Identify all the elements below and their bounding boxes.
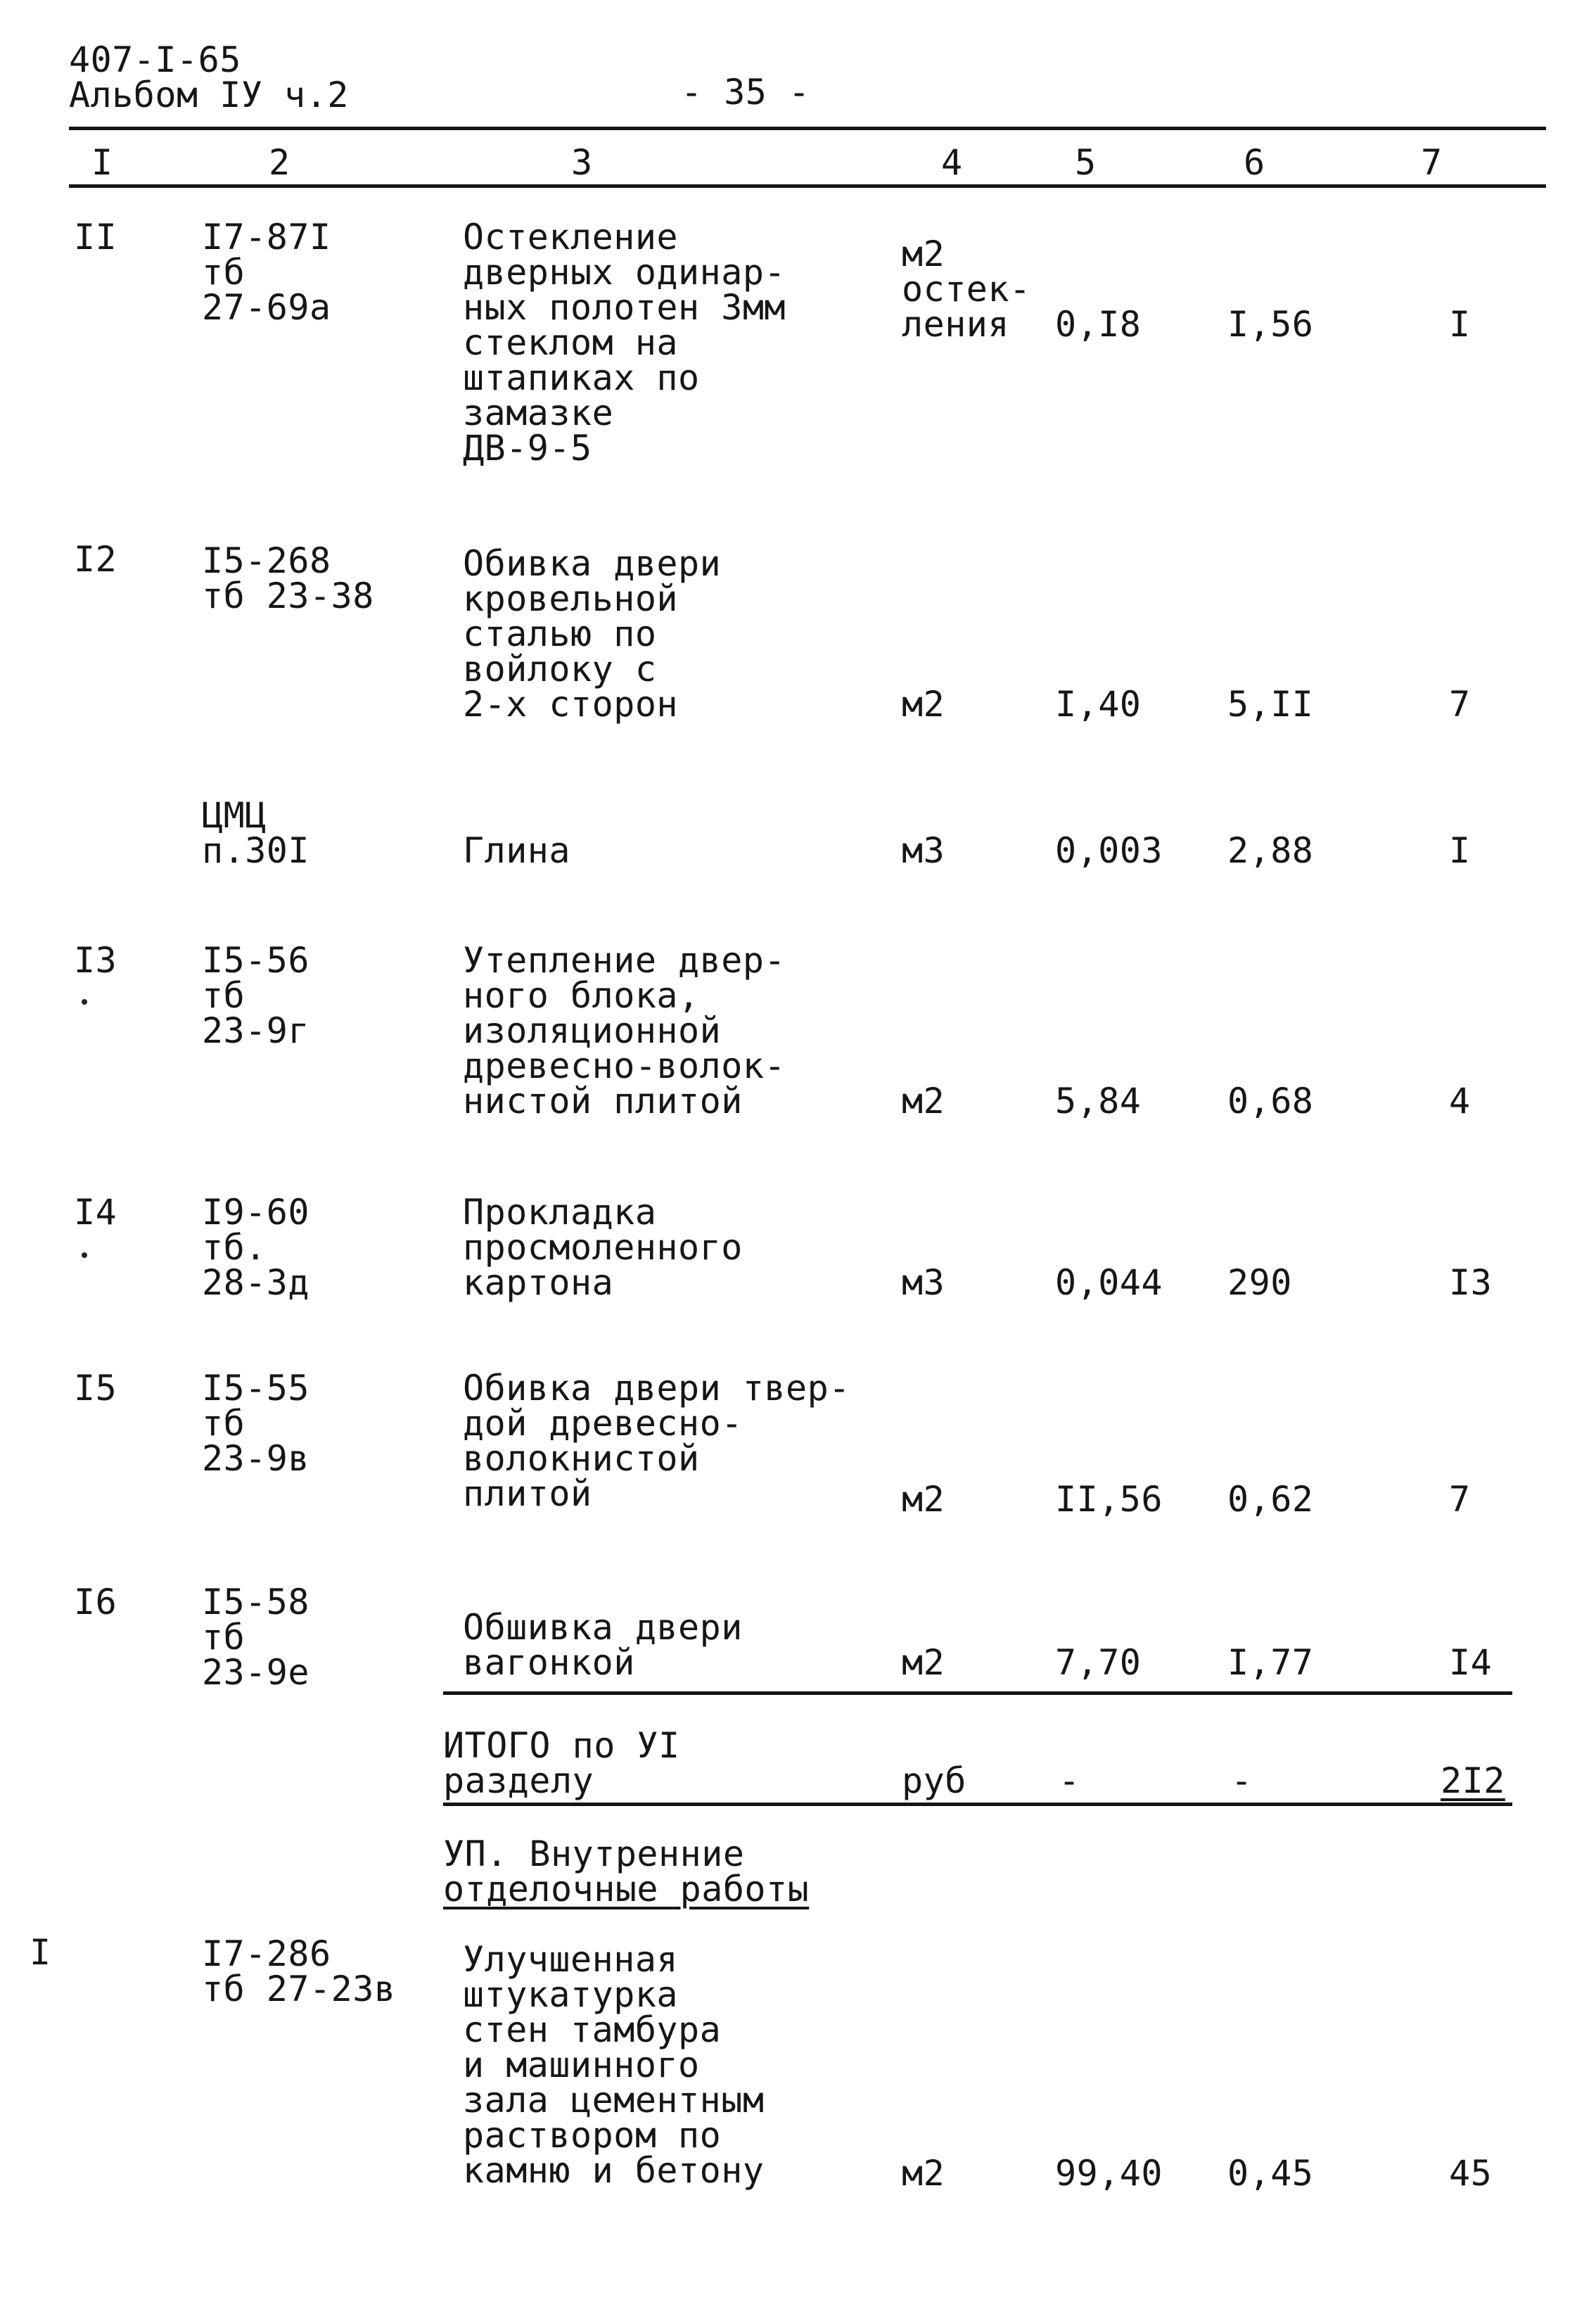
row-price: I,77 [1227, 1642, 1314, 1683]
row-code: тб [202, 252, 245, 293]
row-code: I5-56 [202, 940, 310, 981]
row-price: 0,62 [1227, 1479, 1314, 1520]
row-code: 27-69а [202, 287, 331, 328]
row-quantity: 99,40 [1055, 2153, 1163, 2194]
column-header-7: 7 [1421, 142, 1443, 183]
row-total: 4 [1449, 1081, 1471, 1121]
row-unit: остек- [902, 269, 1031, 310]
row-description: Утепление двер- [463, 940, 786, 981]
row-number: I5 [74, 1368, 117, 1409]
row-unit: м3 [902, 1262, 945, 1303]
row-unit: ления [902, 304, 1010, 345]
row-code: 28-3д [202, 1262, 310, 1303]
row-unit: м2 [902, 2153, 945, 2194]
row-description: вагонкой [463, 1642, 635, 1683]
row-description: дверных одинар- [463, 252, 786, 293]
column-header-4: 4 [941, 142, 963, 183]
row-quantity: 0,I8 [1055, 304, 1142, 345]
row-code: 23-9в [202, 1438, 310, 1479]
row-description: ДВ-9-5 [463, 428, 592, 469]
row-description: волокнистой [463, 1438, 700, 1479]
subtotal-top-rule [443, 1691, 1512, 1695]
row-price: 2,88 [1227, 830, 1314, 871]
row-description: стеклом на [463, 322, 679, 363]
section-title: УП. Внутренние [443, 1833, 745, 1874]
row-unit: м2 [902, 1081, 945, 1121]
row-quantity: I,40 [1055, 684, 1142, 725]
row-quantity: 5,84 [1055, 1081, 1142, 1121]
row-code: тб [202, 1403, 245, 1444]
ink-dot [82, 1252, 87, 1258]
row-total: I3 [1449, 1262, 1493, 1303]
column-header-3: 3 [571, 142, 593, 183]
row-description: Обшивка двери [463, 1607, 743, 1648]
row-quantity: 7,70 [1055, 1642, 1142, 1683]
row-code: п.30I [202, 830, 310, 871]
row-total: I [1449, 830, 1471, 871]
column-header-2: 2 [269, 142, 291, 183]
row-code: ЦМЦ [202, 795, 267, 836]
row-description: картона [463, 1262, 614, 1303]
subtotal-quantity: - [1059, 1760, 1080, 1801]
row-description: 2-х сторон [463, 684, 679, 725]
row-number: I4 [74, 1192, 117, 1233]
row-description: просмоленного [463, 1227, 743, 1268]
row-price: 290 [1227, 1262, 1292, 1303]
row-description: нистой плитой [463, 1081, 743, 1121]
row-description: Обивка двери [463, 543, 722, 584]
album-label: Альбом IУ ч.2 [69, 75, 349, 115]
row-code: I5-58 [202, 1582, 310, 1622]
row-quantity: 0,003 [1055, 830, 1163, 871]
row-description: кровельной [463, 578, 679, 619]
row-total: I [1449, 304, 1471, 345]
row-number: II [74, 217, 117, 258]
row-code: тб 27-23в [202, 1969, 396, 2009]
subtotal-unit: руб [902, 1760, 966, 1801]
row-price: 0,68 [1227, 1081, 1314, 1121]
row-description: Остекление [463, 217, 679, 258]
subtotal-total: 2I2 [1441, 1760, 1505, 1801]
row-unit: м2 [902, 684, 945, 725]
row-unit: м2 [902, 1479, 945, 1520]
row-description: ного блока, [463, 975, 700, 1016]
row-description: изоляционной [463, 1010, 722, 1051]
row-code: 23-9е [202, 1652, 310, 1693]
row-price: I,56 [1227, 304, 1314, 345]
row-price: 0,45 [1227, 2153, 1314, 2194]
row-total: I4 [1449, 1642, 1493, 1683]
row-code: тб 23-38 [202, 576, 374, 616]
row-description: дой древесно- [463, 1403, 743, 1444]
row-total: 7 [1449, 684, 1471, 725]
row-quantity: 0,044 [1055, 1262, 1163, 1303]
row-description: сталью по [463, 614, 657, 654]
ink-dot [82, 999, 87, 1005]
row-code: I5-268 [202, 540, 331, 581]
row-code: I5-55 [202, 1368, 310, 1409]
header-bottom-rule [69, 184, 1546, 188]
page-number: - 35 - [681, 72, 810, 113]
row-code: 23-9г [202, 1010, 310, 1051]
row-description: Прокладка [463, 1192, 657, 1233]
header-top-rule [69, 127, 1546, 130]
row-description: стен тамбура [463, 2009, 722, 2050]
row-description: раствором по [463, 2115, 722, 2156]
row-total: 7 [1449, 1479, 1471, 1520]
row-description: войлоку с [463, 649, 657, 689]
row-code: тб. [202, 1227, 267, 1268]
subtotal-price: - [1231, 1760, 1253, 1801]
row-code: I7-286 [202, 1933, 331, 1974]
row-number: I6 [74, 1582, 117, 1622]
row-total: 45 [1449, 2153, 1493, 2194]
subtotal-bottom-rule [443, 1803, 1512, 1806]
row-price: 5,II [1227, 684, 1314, 725]
row-description: и машинного [463, 2045, 700, 2085]
row-description: замазке [463, 393, 614, 433]
column-header-5: 5 [1075, 142, 1097, 183]
section-title: отделочные работы [443, 1869, 810, 1909]
row-number: I [30, 1932, 51, 1973]
column-header-6: 6 [1244, 142, 1265, 183]
row-description: плитой [463, 1473, 592, 1514]
row-description: древесно-волок- [463, 1046, 786, 1086]
column-header-1: I [91, 142, 113, 183]
subtotal-label: ИТОГО по УI [443, 1725, 680, 1766]
row-description: штапиках по [463, 357, 700, 398]
row-code: тб [202, 975, 245, 1016]
row-description: камню и бетону [463, 2150, 765, 2191]
row-code: I9-60 [202, 1192, 310, 1233]
row-description: зала цементным [463, 2080, 765, 2121]
row-description: штукатурка [463, 1974, 679, 2015]
row-number: I2 [74, 539, 117, 580]
row-unit: м2 [902, 234, 945, 274]
document-code: 407-I-65 [69, 39, 241, 80]
row-code: тб [202, 1617, 245, 1658]
row-number: I3 [74, 940, 117, 981]
row-unit: м2 [902, 1642, 945, 1683]
row-quantity: II,56 [1055, 1479, 1163, 1520]
row-description: Глина [463, 830, 571, 871]
row-description: ных полотен 3мм [463, 287, 786, 328]
row-unit: м3 [902, 830, 945, 871]
row-description: Улучшенная [463, 1939, 679, 1980]
row-description: Обивка двери твер- [463, 1368, 850, 1409]
subtotal-label: разделу [443, 1760, 594, 1801]
row-code: I7-87I [202, 217, 331, 258]
